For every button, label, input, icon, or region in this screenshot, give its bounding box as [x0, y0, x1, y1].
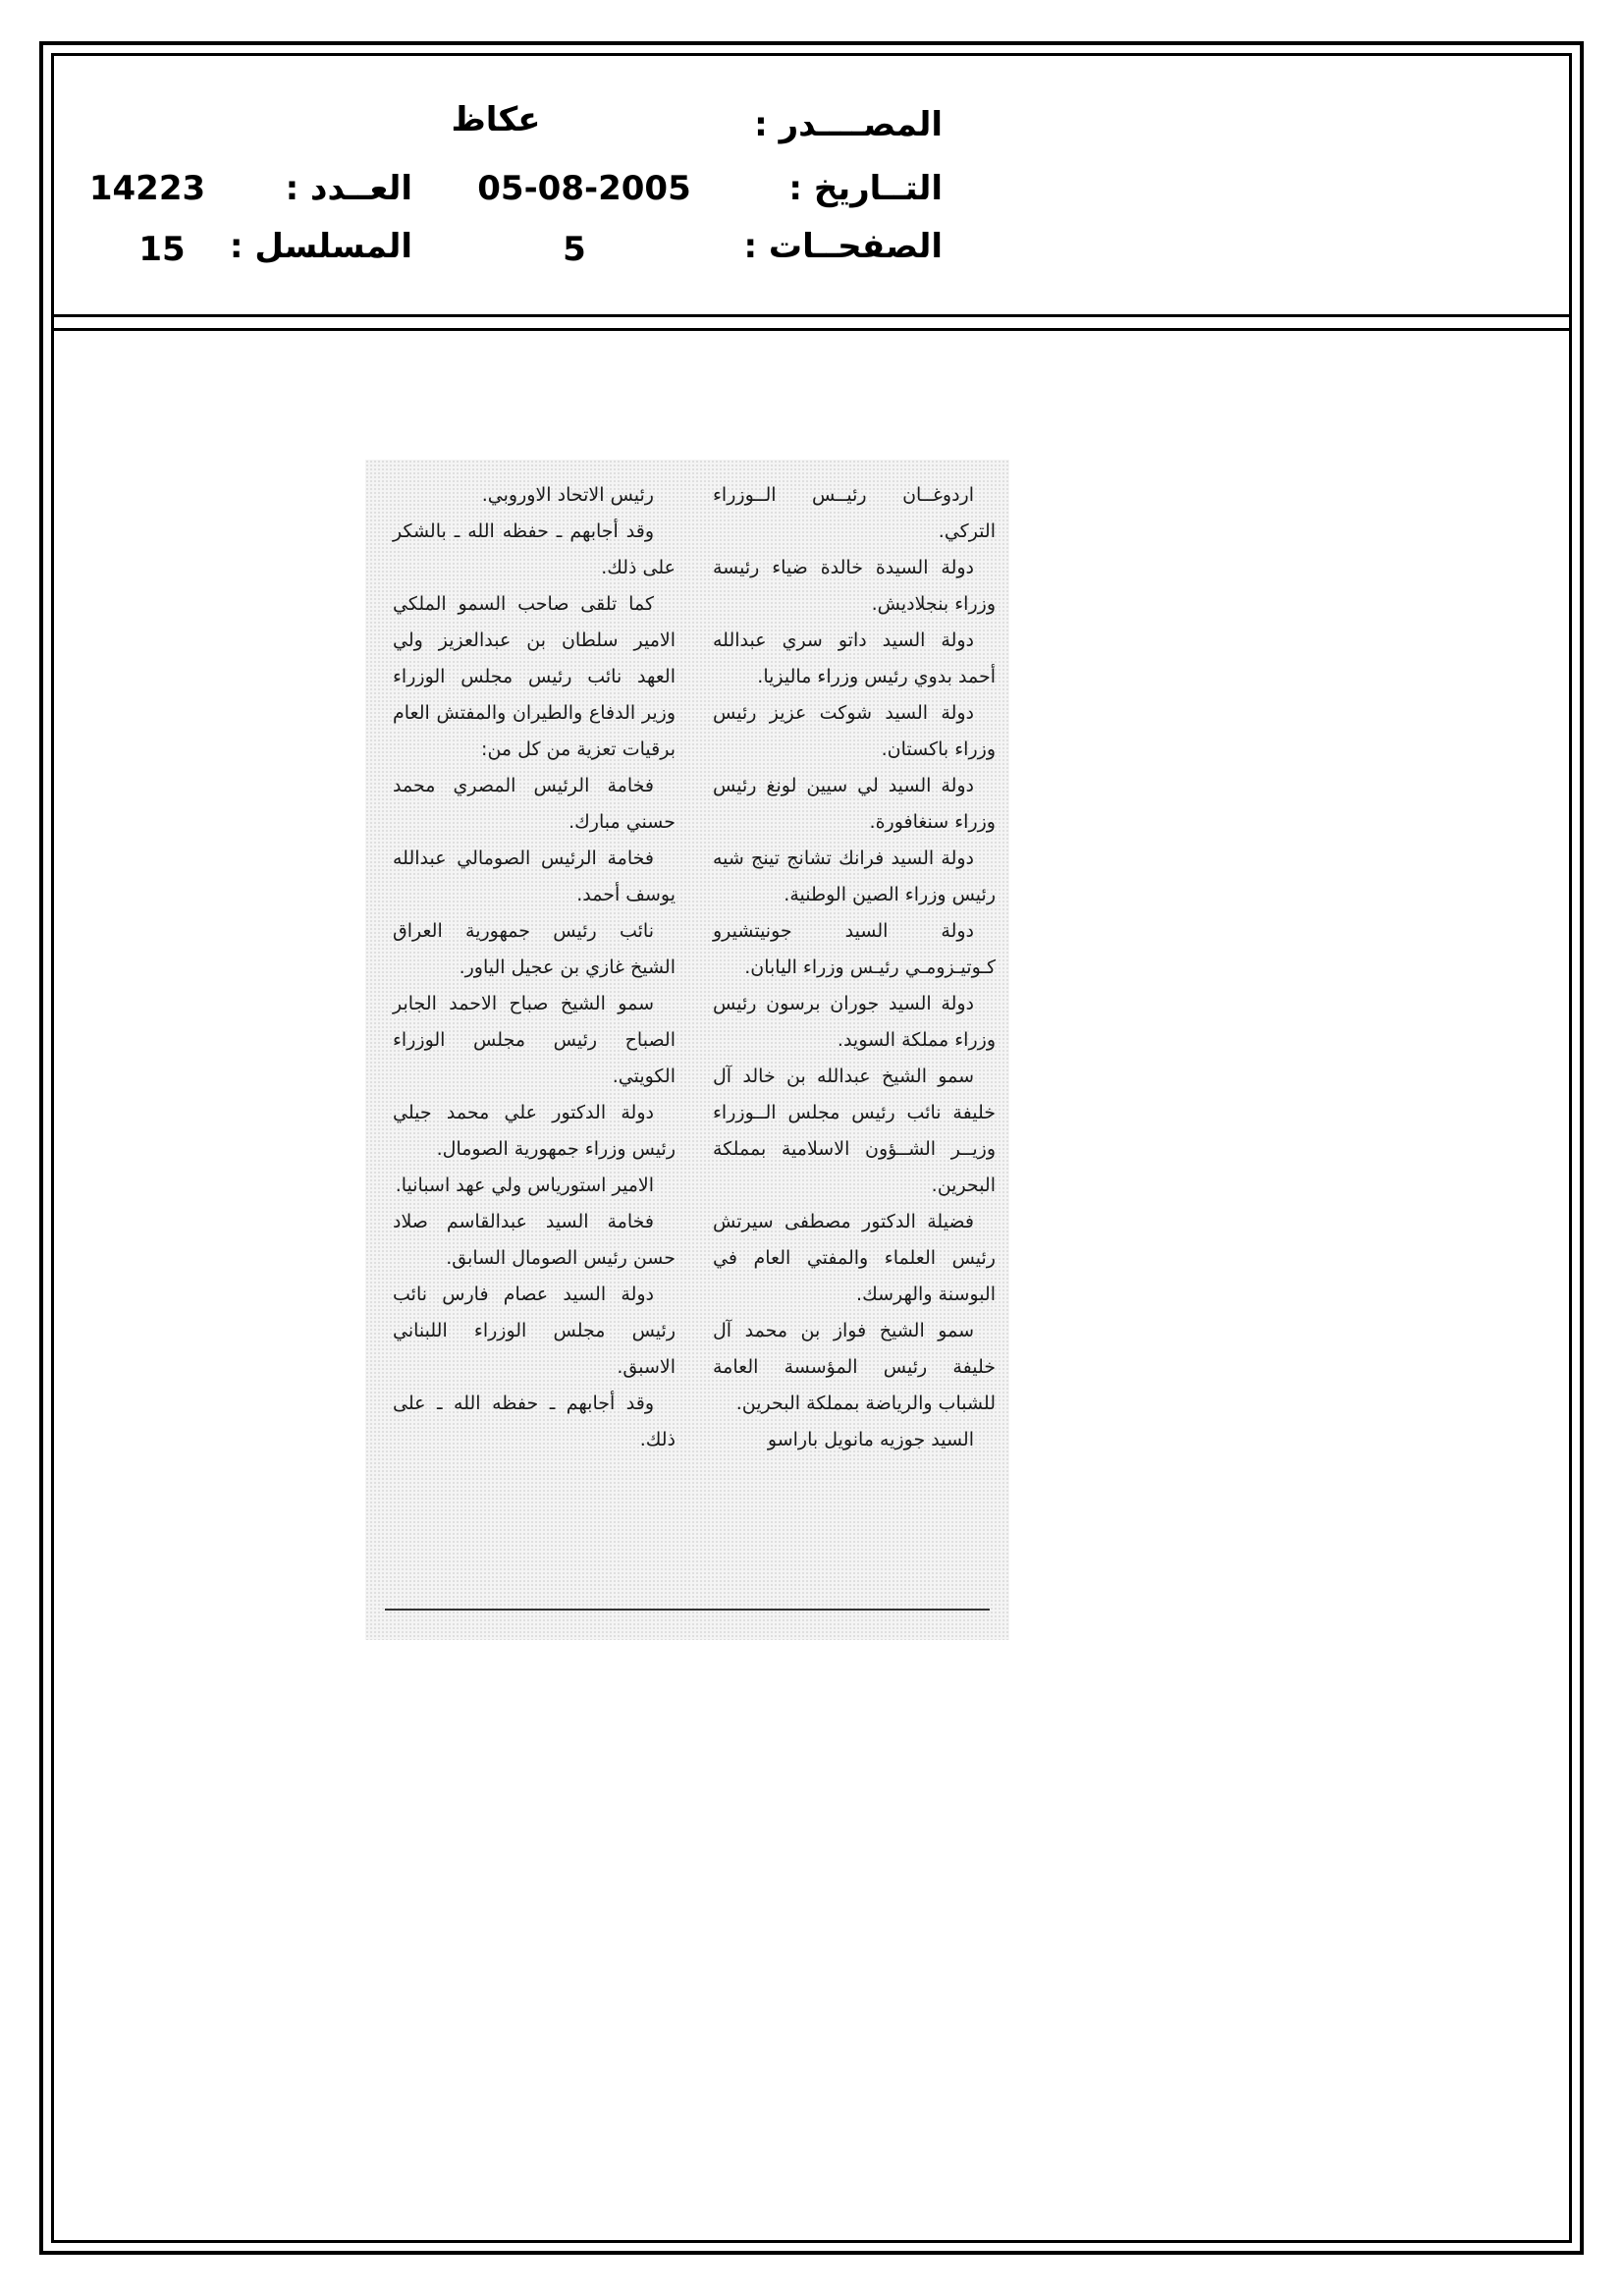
paragraph: دولة السيد داتو سري عبدالله أحمد بدوي رئيس وزراء ماليزيا.	[713, 629, 996, 687]
paragraph: دولة السيد جوران برسون رئيس وزراء مملكة السويد.	[713, 993, 996, 1051]
paragraph: دولة السيد عصام فارس نائب رئيس مجلس الوزراء اللبناني الاسبق.	[393, 1284, 676, 1378]
date-value: 05-08-2005	[477, 169, 691, 208]
paragraph: سمو الشيخ فواز بن محمد آل خليفة رئيس المؤسسة العامة للشباب والرياضة بمملكة البحرين.	[713, 1320, 996, 1414]
paragraph: كما تلقى صاحب السمو الملكي الامير سلطان بن عبدالعزيز ولي العهد نائب رئيس مجلس الوزراء وزير الدفاع والطيران والمفتش العام برقيات تعزية من كل من:	[393, 593, 676, 760]
paragraph: وقد أجابهم ـ حفظه الله ـ على ذلك.	[393, 1393, 676, 1450]
paragraph: دولة السيد لي سيين لونغ رئيس وزراء سنغافورة.	[713, 775, 996, 833]
article-column-right	[713, 477, 996, 1458]
header-separator-top	[51, 314, 1572, 317]
paragraph: دولة السيدة خالدة ضياء رئيسة وزراء بنجلاديش.	[713, 557, 996, 615]
paragraph: نائب رئيس جمهورية العراق الشيخ غازي بن عجيل الياور.	[393, 920, 676, 978]
paragraph: رئيس الاتحاد الاوروبي.	[481, 484, 654, 506]
issue-label: العــدد :	[285, 169, 412, 208]
source-value: عكاظ	[451, 100, 541, 139]
paragraph: فخامة الرئيس المصري محمد حسني مبارك.	[393, 775, 676, 833]
clipping-end-rule	[385, 1609, 990, 1611]
paragraph: سمو الشيخ عبدالله بن خالد آل خليفة نائب رئيس مجلس الــوزراء وزيــر الشــؤون الاسلامية بمملكة البحرين.	[713, 1066, 996, 1196]
serial-label: المسلسل :	[229, 227, 412, 266]
paragraph: دولة الدكتور علي محمد جيلي رئيس وزراء جمهورية الصومال.	[393, 1102, 676, 1160]
newspaper-clipping	[365, 460, 1009, 1640]
paragraph: وقد أجابهم ـ حفظه الله ـ بالشكر على ذلك.	[393, 520, 676, 578]
header-separator-bottom	[51, 328, 1572, 331]
pages-value: 5	[563, 230, 586, 269]
paragraph: سمو الشيخ صباح الاحمد الجابر الصباح رئيس مجلس الوزراء الكويتي.	[393, 993, 676, 1087]
paragraph: فضيلة الدكتور مصطفى سيرتش رئيس العلماء والمفتي العام في البوسنة والهرسك.	[713, 1211, 996, 1305]
paragraph: اردوغــان رئيــس الــوزراء التركي.	[713, 484, 996, 542]
pages-label: الصفحــات :	[743, 227, 943, 266]
source-label: المصــــدر :	[754, 105, 943, 144]
paragraph: الامير استورياس ولي عهد اسبانيا.	[395, 1175, 654, 1196]
paragraph: فخامة الرئيس الصومالي عبدالله يوسف أحمد.	[393, 847, 676, 905]
paragraph: دولة السيد جونيتشيرو كـوتيـزومـي رئيـس وزراء اليابان.	[713, 920, 996, 978]
article-column-left	[393, 477, 676, 1458]
serial-value: 15	[138, 230, 186, 269]
paragraph: فخامة السيد عبدالقاسم صلاد حسن رئيس الصومال السابق.	[393, 1211, 676, 1269]
paragraph: دولة السيد شوكت عزيز رئيس وزراء باكستان.	[713, 702, 996, 760]
date-label: التــاريخ :	[788, 169, 943, 208]
paragraph: دولة السيد فرانك تشانج تينج شيه رئيس وزراء الصين الوطنية.	[713, 847, 996, 905]
issue-value: 14223	[88, 169, 206, 208]
paragraph: السيد جوزيه مانويل باراسو	[767, 1429, 974, 1450]
